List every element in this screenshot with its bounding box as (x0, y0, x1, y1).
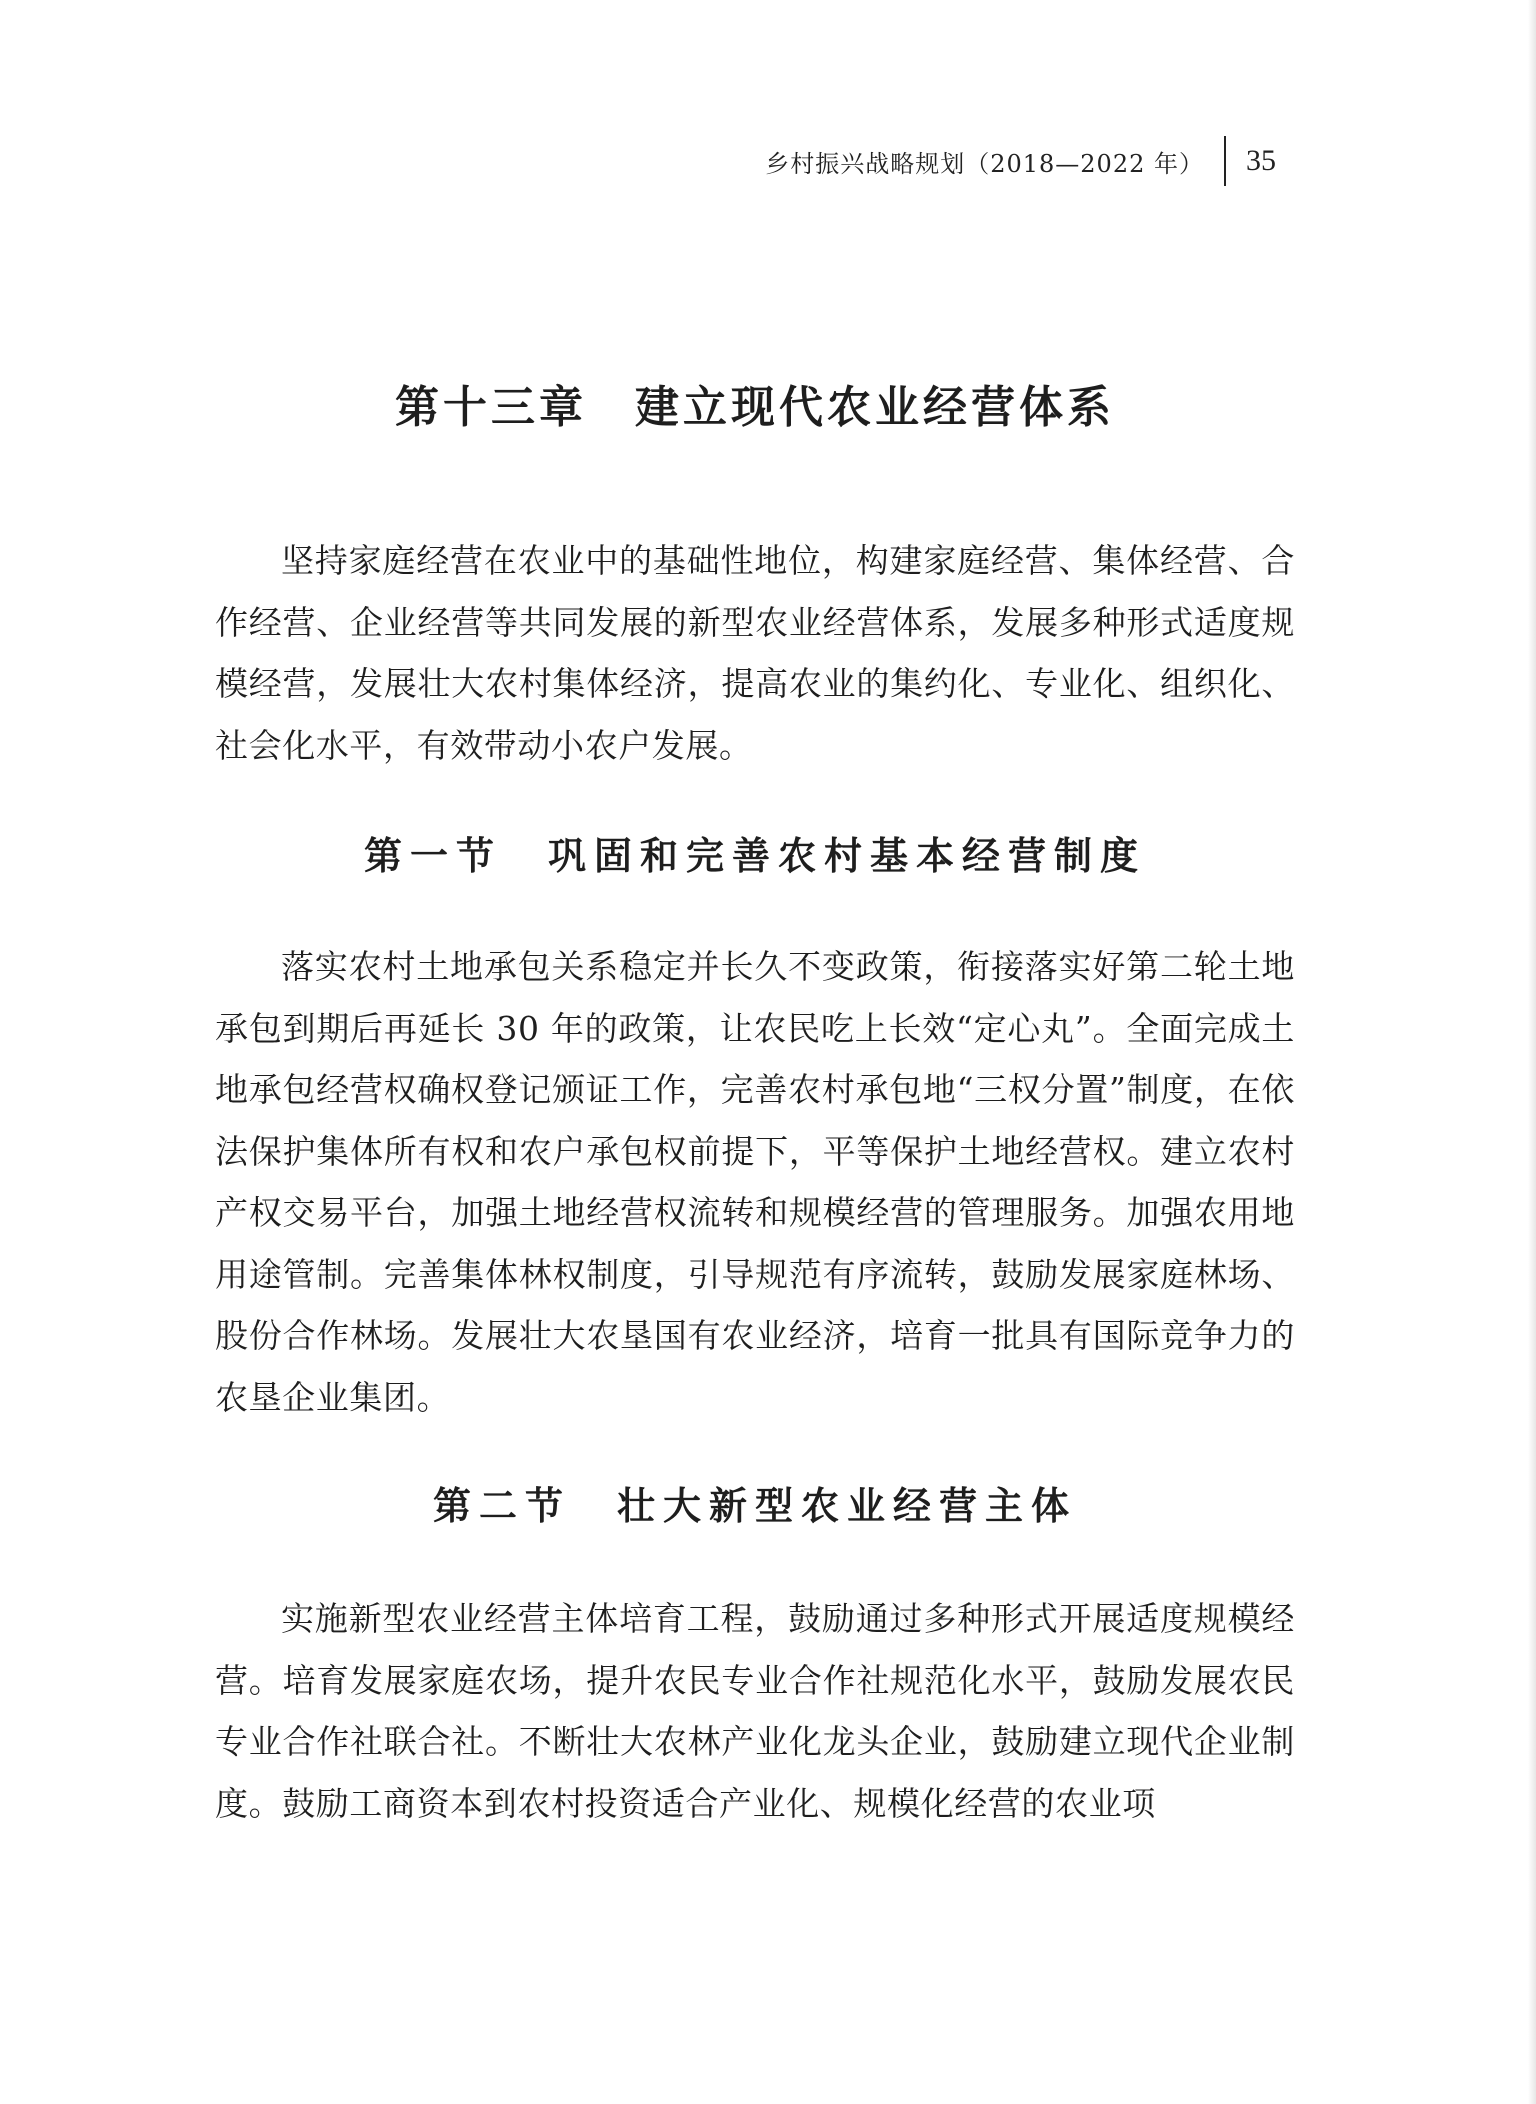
section-title-2: 第二节 壮大新型农业经营主体 (432, 1483, 1077, 1528)
section-1-paragraph: 落实农村土地承包关系稳定并长久不变政策，衔接落实好第二轮土地承包到期后再延长 30 年的政策，让农民吃上长效“定心丸”。全面完成土地承包经营权确权登记颁证工作，完善农村承包地“三权分置”制度，在依法保护集体所有权和农户承包权前提下，平等保护土地经营权。建立农村产权交易平台，加强土地经营权流转和规模经营的管理服务。加强农用地用途管制。完善集体林权制度，引导规范有序流转，鼓励发展家庭林场、股份合作林场。发展壮大农垦国有农业经济，培育一批具有国际竞争力的农垦企业集团。 (215, 947, 1295, 1417)
page-edge-shadow (1528, 0, 1536, 2104)
chapter-title: 第十三章 建立现代农业经营体系 (395, 382, 1115, 433)
section-title-1: 第一节 巩固和完善农村基本经营制度 (363, 833, 1146, 878)
section-2-paragraph: 实施新型农业经营主体培育工程，鼓励通过多种形式开展适度规模经营。培育发展家庭农场，提升农民专业合作社规范化水平，鼓励发展农民专业合作社联合社。不断壮大农林产业化龙头企业，鼓励建立现代企业制度。鼓励工商资本到农村投资适合产业化、规模化经营的农业项 (215, 1599, 1295, 1823)
running-title: 乡村振兴战略规划（2018—2022 年） (765, 149, 1204, 178)
page-number: 35 (1246, 144, 1276, 177)
chapter-intro-paragraph: 坚持家庭经营在农业中的基础性地位，构建家庭经营、集体经营、合作经营、企业经营等共同发展的新型农业经营体系，发展多种形式适度规模经营，发展壮大农村集体经济，提高农业的集约化、专业化、组织化、社会化水平，有效带动小农户发展。 (215, 541, 1295, 765)
running-header (765, 136, 1276, 186)
